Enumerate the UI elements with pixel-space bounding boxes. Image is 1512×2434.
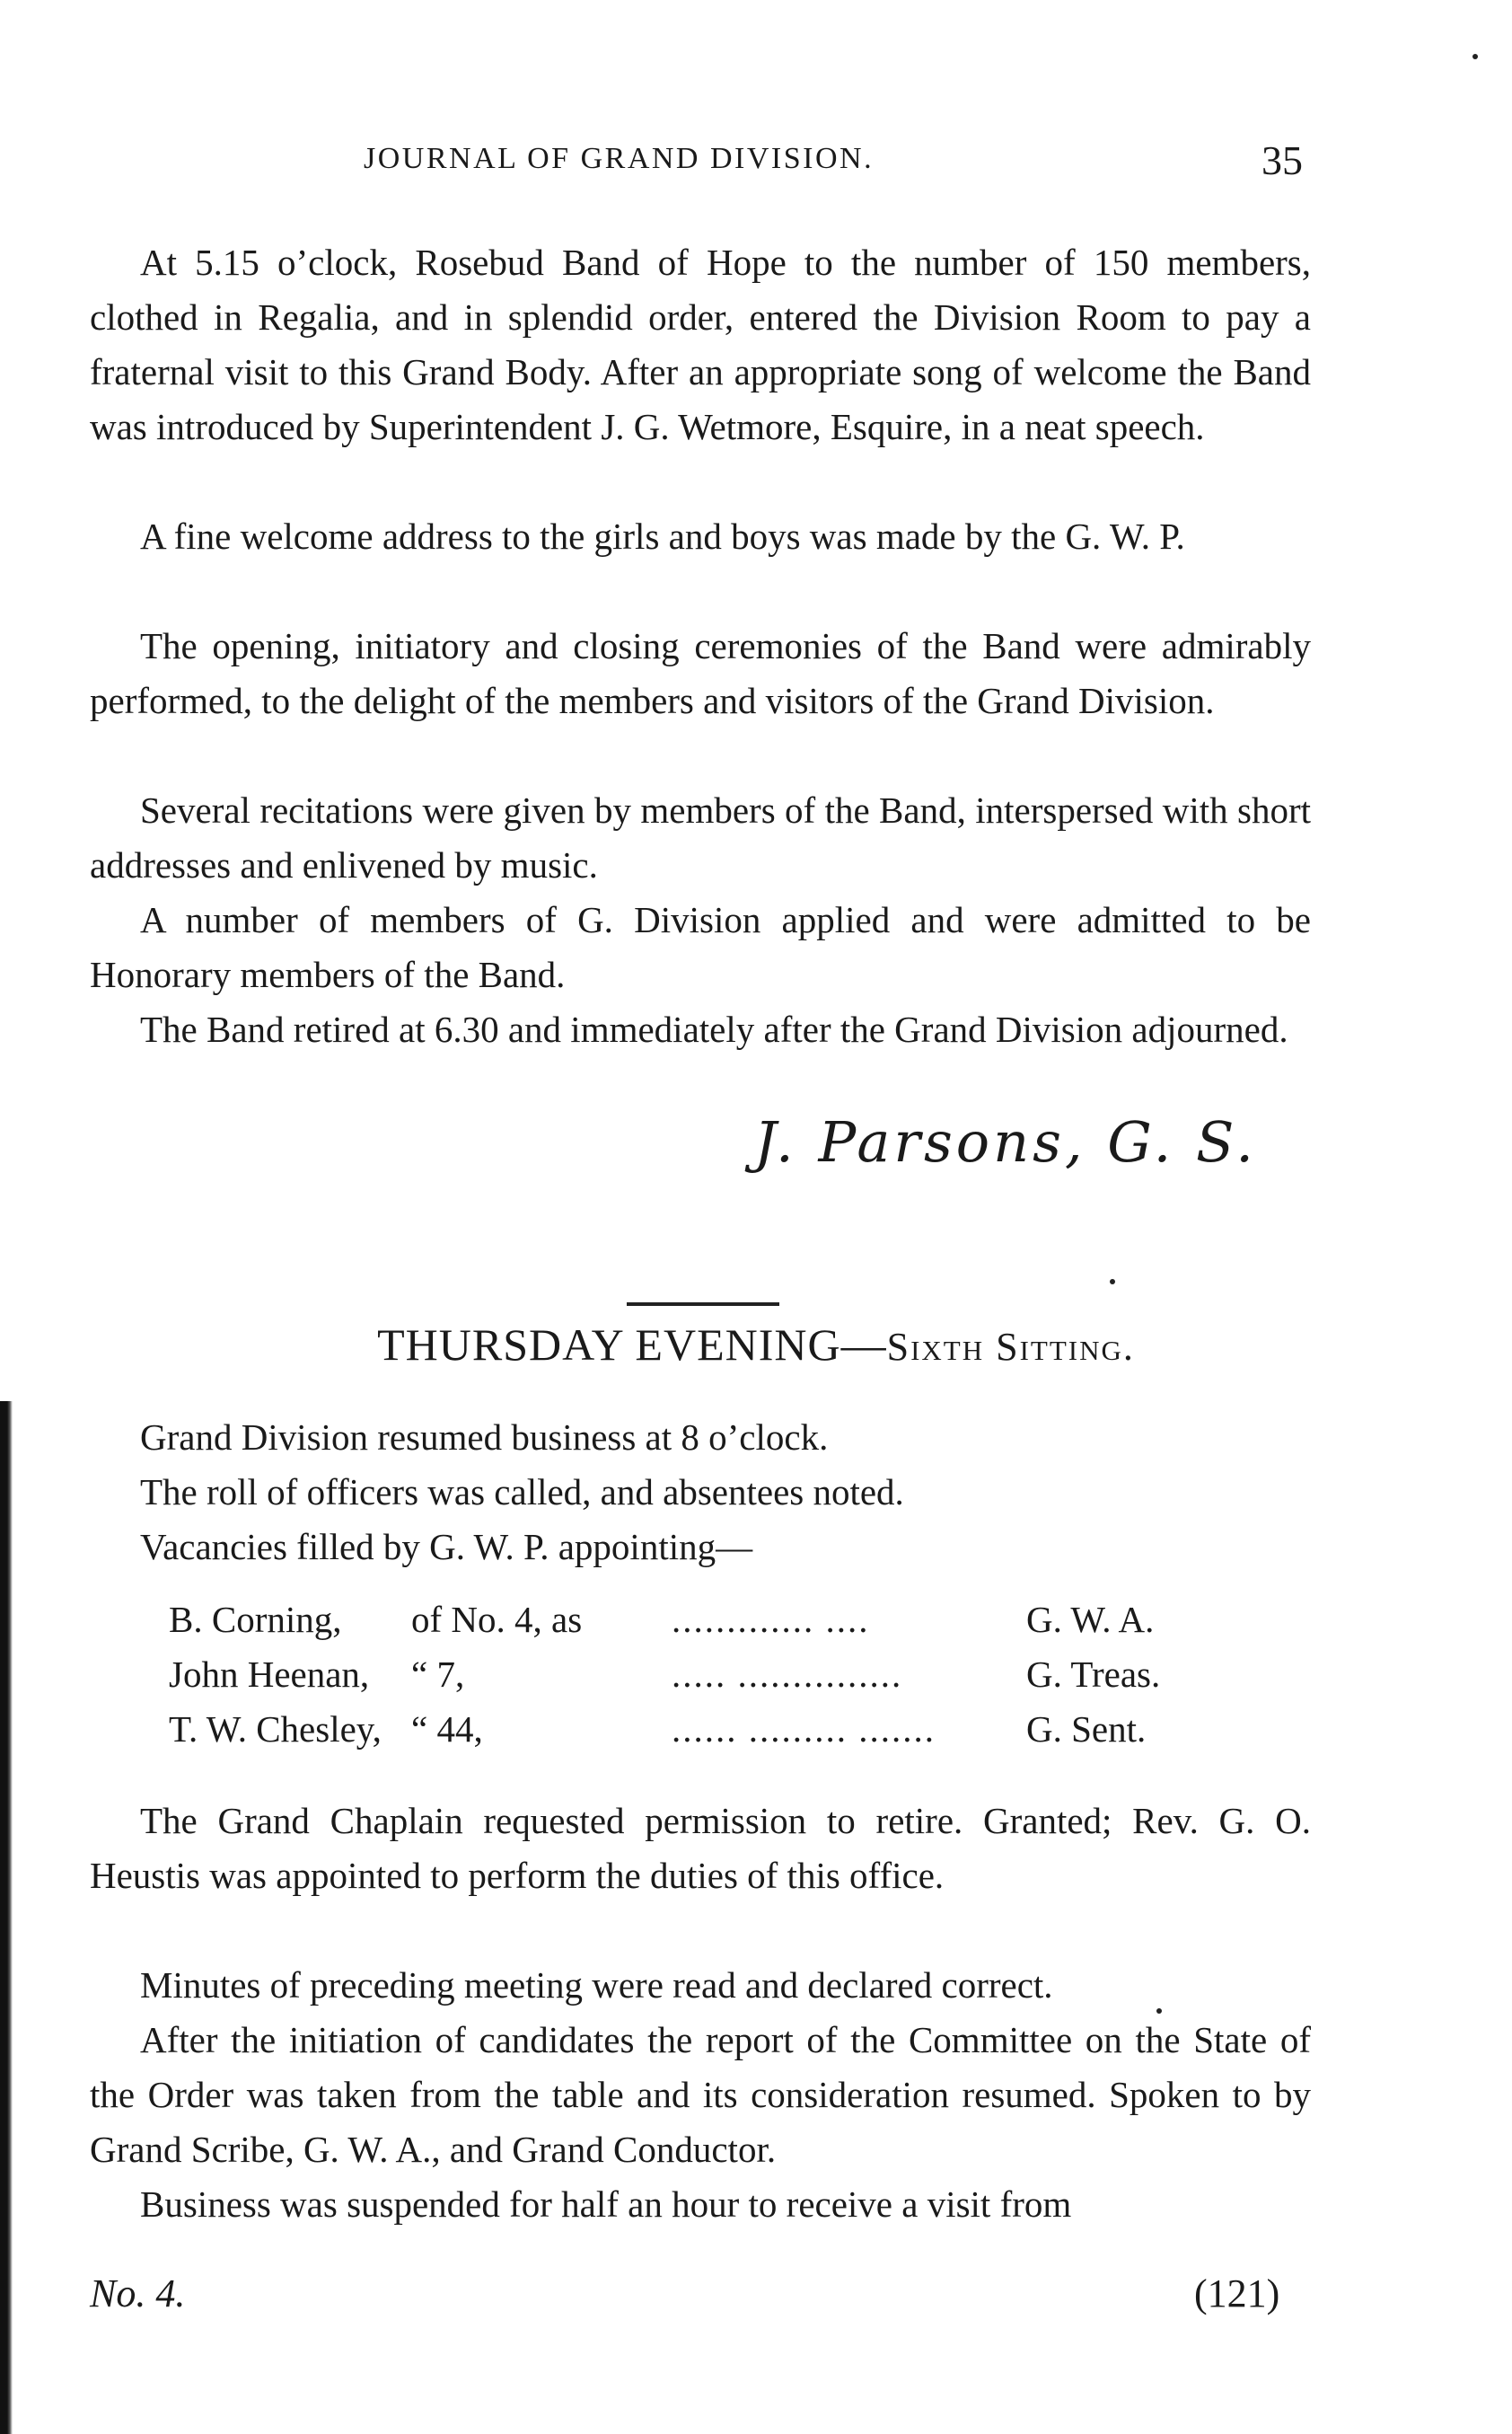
paragraph: Minutes of preceding meeting were read and declared correct. (140, 1964, 1053, 2006)
appointment-row (169, 1702, 1246, 1757)
paragraph: Grand Division resumed business at 8 o’clock. (140, 1416, 829, 1458)
appointee-name: B. Corning, (169, 1599, 342, 1640)
handwritten-signature: J. Parsons, G. S. (754, 1109, 1258, 1175)
office-title: G. Sent. (1026, 1708, 1147, 1750)
appointments-list (169, 1592, 1246, 1757)
speck (1472, 54, 1478, 59)
paragraph: Vacancies filled by G. W. P. appointing— (140, 1526, 753, 1567)
appointment-row (169, 1647, 1246, 1702)
speck (1110, 1279, 1115, 1284)
signature-mark: No. 4. (90, 2271, 186, 2315)
page-number: 35 (1261, 137, 1303, 183)
appointee-name: John Heenan, (169, 1654, 370, 1695)
paragraph: A number of members of G. Division applied and were admitted to be Honorary members of the Band. (90, 899, 1311, 995)
appointee-name: T. W. Chesley, (169, 1708, 382, 1750)
dot-leader: ...... ......... ....... (672, 1708, 936, 1750)
appointment-row (169, 1592, 1246, 1647)
section-divider (627, 1302, 779, 1306)
section-heading (0, 1318, 1512, 1371)
dot-leader: ............. .... (672, 1599, 870, 1640)
office-title: G. Treas. (1026, 1654, 1161, 1695)
division-number: “ 44, (411, 1708, 483, 1750)
paragraph: The roll of officers was called, and absentees noted. (140, 1471, 904, 1512)
running-head (0, 137, 1512, 196)
paragraph: Several recitations were given by members of the Band, interspersed with short addresses and enlivened by music. (90, 789, 1311, 886)
paragraph: A fine welcome address to the girls and boys was made by the G. W. P. (140, 516, 1185, 557)
paragraph: The Grand Chaplain requested permission to retire. Granted; Rev. G. O. Heustis was appointed to perform the duties of this office. (90, 1800, 1311, 1896)
folio-number: (121) (1194, 2271, 1280, 2315)
running-title: JOURNAL OF GRAND DIVISION. (364, 142, 875, 175)
paragraph: The Band retired at 6.30 and immediately after the Grand Division adjourned. (140, 1009, 1288, 1050)
office-title: G. W. A. (1026, 1599, 1155, 1640)
paragraph: Business was suspended for half an hour to receive a visit from (140, 2183, 1072, 2225)
dot-leader: ..... ............... (672, 1654, 903, 1695)
paragraph: The opening, initiatory and closing ceremonies of the Band were admirably performed, to the delight of the members and visitors of the Grand Division. (90, 625, 1311, 721)
paragraph: After the initiation of candidates the report of the Committee on the State of the Order was taken from the table and its consideration resumed. Spoken to by Grand Scribe, G. W. A., and Grand Conductor. (90, 2019, 1311, 2170)
section-heading-sub: Sixth Sitting. (886, 1325, 1135, 1369)
paragraph: At 5.15 o’clock, Rosebud Band of Hope to the number of 150 members, clothed in Regalia, and in splendid order, entered the Division Room to pay a fraternal visit to this Grand Body. After an appropriate song of welcome the Band was introduced by Superintendent J. G. Wetmore, Esquire, in a neat speech. (90, 242, 1311, 447)
division-number: of No. 4, as (411, 1599, 583, 1640)
scan-edge-shadow (0, 1401, 13, 2434)
section-heading-main: THURSDAY EVENING— (377, 1319, 887, 1370)
division-number: “ 7, (411, 1654, 465, 1695)
